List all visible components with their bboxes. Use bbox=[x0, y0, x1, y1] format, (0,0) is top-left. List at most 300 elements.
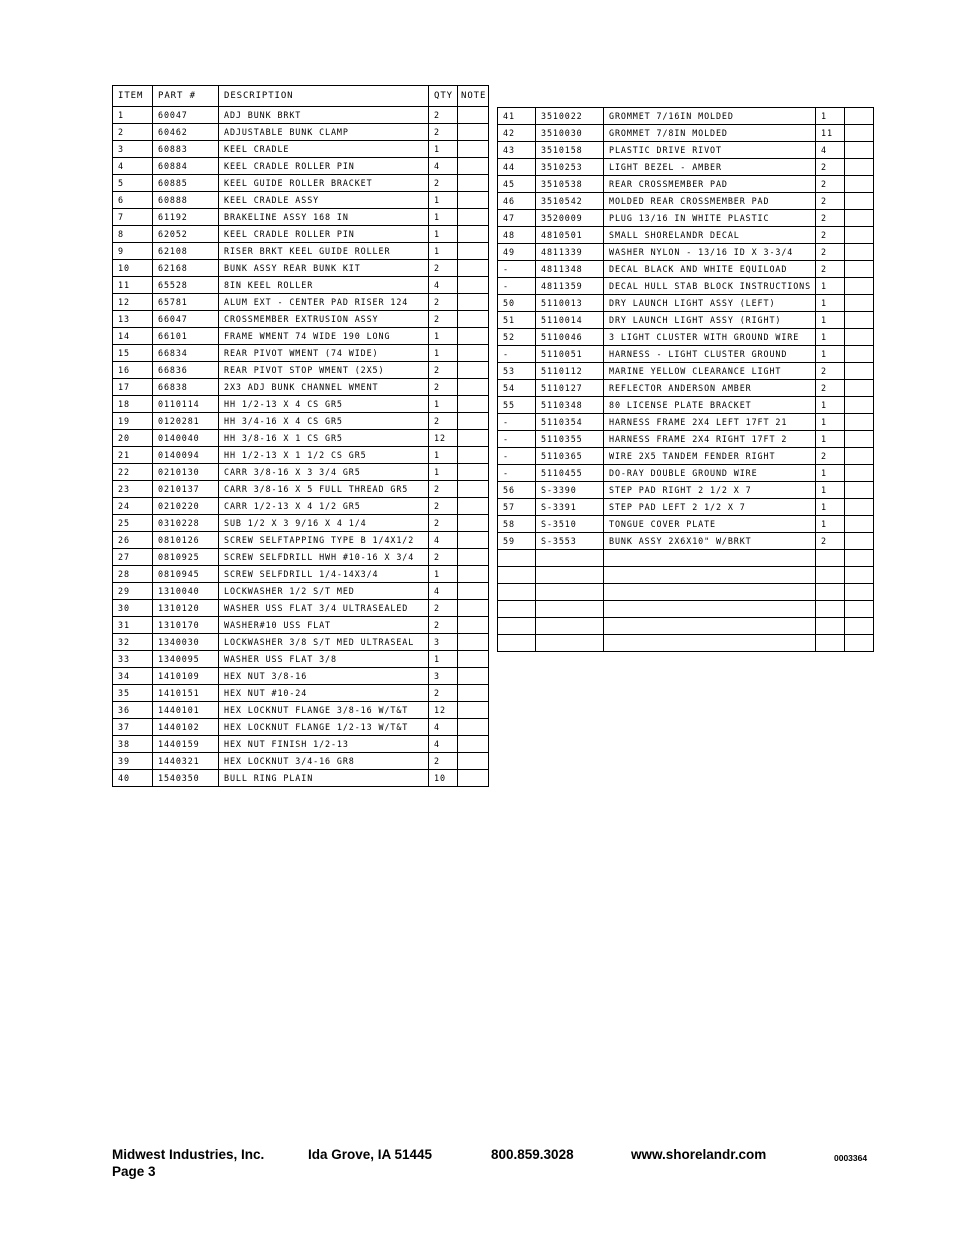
cell-part-number: 5110365 bbox=[536, 448, 604, 465]
table-row bbox=[113, 770, 489, 787]
cell-part-number bbox=[536, 635, 604, 652]
cell-description: DECAL HULL STAB BLOCK INSTRUCTIONS bbox=[604, 278, 816, 295]
cell-item: 38 bbox=[113, 736, 153, 753]
cell-part-number: 1440321 bbox=[153, 753, 219, 770]
cell-item: 32 bbox=[113, 634, 153, 651]
parts-table-right-body bbox=[498, 108, 874, 652]
cell-note bbox=[845, 448, 874, 465]
cell-qty: 3 bbox=[429, 668, 458, 685]
table-row bbox=[113, 498, 489, 515]
table-row bbox=[113, 396, 489, 413]
cell-note bbox=[458, 464, 489, 481]
table-row bbox=[113, 464, 489, 481]
cell-part-number: 60462 bbox=[153, 124, 219, 141]
cell-description: REAR PIVOT STOP WMENT (2X5) bbox=[219, 362, 429, 379]
cell-description: PLASTIC DRIVE RIVOT bbox=[604, 142, 816, 159]
table-row bbox=[113, 260, 489, 277]
cell-description: REAR CROSSMEMBER PAD bbox=[604, 176, 816, 193]
cell-part-number: 5110051 bbox=[536, 346, 604, 363]
cell-part-number: 1410151 bbox=[153, 685, 219, 702]
cell-qty: 2 bbox=[816, 227, 845, 244]
cell-description: SCREW SELFDRILL 1/4-14X3/4 bbox=[219, 566, 429, 583]
cell-item: 58 bbox=[498, 516, 536, 533]
cell-qty: 2 bbox=[816, 244, 845, 261]
table-row bbox=[113, 532, 489, 549]
cell-part-number: 0810925 bbox=[153, 549, 219, 566]
cell-note bbox=[458, 736, 489, 753]
table-row bbox=[113, 719, 489, 736]
table-row bbox=[498, 295, 874, 312]
cell-qty: 2 bbox=[816, 363, 845, 380]
cell-part-number: 0310228 bbox=[153, 515, 219, 532]
cell-item: 56 bbox=[498, 482, 536, 499]
cell-description: KEEL CRADLE ROLLER PIN bbox=[219, 226, 429, 243]
table-row bbox=[498, 635, 874, 652]
cell-description: HARNESS FRAME 2X4 LEFT 17FT 21 bbox=[604, 414, 816, 431]
cell-qty: 2 bbox=[816, 448, 845, 465]
cell-part-number: 3510022 bbox=[536, 108, 604, 125]
cell-description: HH 1/2-13 X 4 CS GR5 bbox=[219, 396, 429, 413]
cell-item: 19 bbox=[113, 413, 153, 430]
cell-note bbox=[845, 567, 874, 584]
table-row bbox=[113, 651, 489, 668]
cell-item: 26 bbox=[113, 532, 153, 549]
cell-description: LOCKWASHER 1/2 S/T MED bbox=[219, 583, 429, 600]
cell-part-number: 66838 bbox=[153, 379, 219, 396]
cell-item: 15 bbox=[113, 345, 153, 362]
cell-item bbox=[498, 635, 536, 652]
cell-qty: 2 bbox=[429, 294, 458, 311]
cell-part-number: 1410109 bbox=[153, 668, 219, 685]
cell-qty: 3 bbox=[429, 634, 458, 651]
table-header-row bbox=[113, 86, 489, 107]
cell-item: 55 bbox=[498, 397, 536, 414]
cell-item: 5 bbox=[113, 175, 153, 192]
cell-description: HEX NUT #10-24 bbox=[219, 685, 429, 702]
cell-part-number: 62168 bbox=[153, 260, 219, 277]
cell-part-number: 66834 bbox=[153, 345, 219, 362]
cell-description: CARR 3/8-16 X 5 FULL THREAD GR5 bbox=[219, 481, 429, 498]
cell-part-number: 62052 bbox=[153, 226, 219, 243]
cell-note bbox=[845, 244, 874, 261]
cell-part-number: 5110127 bbox=[536, 380, 604, 397]
cell-qty: 1 bbox=[816, 431, 845, 448]
cell-part-number: 5110355 bbox=[536, 431, 604, 448]
cell-qty: 1 bbox=[429, 345, 458, 362]
cell-item: 59 bbox=[498, 533, 536, 550]
cell-note bbox=[458, 600, 489, 617]
cell-part-number bbox=[536, 601, 604, 618]
cell-part-number: 3510030 bbox=[536, 125, 604, 142]
cell-note bbox=[458, 685, 489, 702]
cell-description: ADJ BUNK BRKT bbox=[219, 107, 429, 124]
cell-description: LOCKWASHER 3/8 S/T MED ULTRASEAL bbox=[219, 634, 429, 651]
cell-part-number: 1440101 bbox=[153, 702, 219, 719]
cell-part-number: 4810501 bbox=[536, 227, 604, 244]
cell-part-number: 3510253 bbox=[536, 159, 604, 176]
cell-item: 48 bbox=[498, 227, 536, 244]
cell-item: 40 bbox=[113, 770, 153, 787]
table-row bbox=[498, 380, 874, 397]
cell-part-number: 0210137 bbox=[153, 481, 219, 498]
cell-note bbox=[845, 108, 874, 125]
cell-qty: 2 bbox=[429, 600, 458, 617]
cell-description: KEEL CRADLE ROLLER PIN bbox=[219, 158, 429, 175]
cell-item: 25 bbox=[113, 515, 153, 532]
cell-note bbox=[458, 141, 489, 158]
cell-note bbox=[845, 142, 874, 159]
cell-note bbox=[845, 499, 874, 516]
cell-note bbox=[458, 209, 489, 226]
table-row bbox=[498, 567, 874, 584]
table-row bbox=[113, 294, 489, 311]
cell-qty: 2 bbox=[816, 380, 845, 397]
table-row bbox=[498, 414, 874, 431]
table-row bbox=[498, 346, 874, 363]
cell-part-number: 3510542 bbox=[536, 193, 604, 210]
footer-doc-number: 0003364 bbox=[834, 1153, 868, 1163]
cell-item: - bbox=[498, 278, 536, 295]
cell-item: 42 bbox=[498, 125, 536, 142]
cell-note bbox=[458, 719, 489, 736]
cell-description: HEX LOCKNUT 3/4-16 GR8 bbox=[219, 753, 429, 770]
cell-item: 3 bbox=[113, 141, 153, 158]
cell-part-number: 4811348 bbox=[536, 261, 604, 278]
cell-part-number bbox=[536, 550, 604, 567]
table-row bbox=[113, 175, 489, 192]
cell-note bbox=[458, 345, 489, 362]
cell-item: 6 bbox=[113, 192, 153, 209]
table-row bbox=[498, 142, 874, 159]
cell-part-number: 0140040 bbox=[153, 430, 219, 447]
cell-note bbox=[458, 379, 489, 396]
cell-description: MARINE YELLOW CLEARANCE LIGHT bbox=[604, 363, 816, 380]
cell-item: 39 bbox=[113, 753, 153, 770]
table-row bbox=[113, 515, 489, 532]
table-row bbox=[498, 482, 874, 499]
cell-description: DRY LAUNCH LIGHT ASSY (RIGHT) bbox=[604, 312, 816, 329]
cell-note bbox=[845, 295, 874, 312]
cell-description: WASHER USS FLAT 3/4 ULTRASEALED bbox=[219, 600, 429, 617]
footer-website: www.shorelandr.com bbox=[631, 1147, 767, 1162]
cell-description: DO-RAY DOUBLE GROUND WIRE bbox=[604, 465, 816, 482]
cell-qty: 2 bbox=[429, 617, 458, 634]
table-row bbox=[498, 431, 874, 448]
cell-description: SMALL SHORELANDR DECAL bbox=[604, 227, 816, 244]
cell-item: - bbox=[498, 414, 536, 431]
cell-note bbox=[845, 584, 874, 601]
cell-note bbox=[845, 550, 874, 567]
cell-part-number: 0110114 bbox=[153, 396, 219, 413]
cell-description: 2X3 ADJ BUNK CHANNEL WMENT bbox=[219, 379, 429, 396]
cell-part-number: 3510538 bbox=[536, 176, 604, 193]
cell-description: CARR 3/8-16 X 3 3/4 GR5 bbox=[219, 464, 429, 481]
cell-item bbox=[498, 584, 536, 601]
cell-description: WASHER NYLON - 13/16 ID X 3-3/4 bbox=[604, 244, 816, 261]
cell-part-number: 1540350 bbox=[153, 770, 219, 787]
cell-qty: 12 bbox=[429, 430, 458, 447]
cell-description: WASHER USS FLAT 3/8 bbox=[219, 651, 429, 668]
cell-description: 3 LIGHT CLUSTER WITH GROUND WIRE bbox=[604, 329, 816, 346]
cell-note bbox=[458, 226, 489, 243]
cell-qty: 2 bbox=[429, 379, 458, 396]
cell-note bbox=[458, 294, 489, 311]
cell-qty bbox=[816, 635, 845, 652]
cell-part-number: 4811359 bbox=[536, 278, 604, 295]
cell-part-number: 5110354 bbox=[536, 414, 604, 431]
cell-item: 33 bbox=[113, 651, 153, 668]
cell-qty: 1 bbox=[429, 396, 458, 413]
cell-qty: 4 bbox=[429, 277, 458, 294]
cell-item: 17 bbox=[113, 379, 153, 396]
table-row bbox=[113, 566, 489, 583]
cell-item: - bbox=[498, 346, 536, 363]
cell-part-number: 1440102 bbox=[153, 719, 219, 736]
cell-qty: 12 bbox=[429, 702, 458, 719]
cell-description: GROMMET 7/16IN MOLDED bbox=[604, 108, 816, 125]
cell-qty: 2 bbox=[429, 549, 458, 566]
cell-note bbox=[458, 702, 489, 719]
table-row bbox=[498, 584, 874, 601]
cell-description: KEEL CRADLE bbox=[219, 141, 429, 158]
table-row bbox=[113, 583, 489, 600]
cell-note bbox=[845, 278, 874, 295]
cell-item: 50 bbox=[498, 295, 536, 312]
cell-part-number: 3520009 bbox=[536, 210, 604, 227]
cell-qty: 1 bbox=[816, 516, 845, 533]
table-row bbox=[113, 141, 489, 158]
cell-description: WASHER#10 USS FLAT bbox=[219, 617, 429, 634]
cell-description bbox=[604, 635, 816, 652]
cell-qty: 1 bbox=[429, 141, 458, 158]
cell-note bbox=[845, 227, 874, 244]
cell-description: HH 1/2-13 X 1 1/2 CS GR5 bbox=[219, 447, 429, 464]
cell-item: 7 bbox=[113, 209, 153, 226]
cell-part-number: 66836 bbox=[153, 362, 219, 379]
cell-item bbox=[498, 550, 536, 567]
table-row bbox=[498, 159, 874, 176]
cell-description: CROSSMEMBER EXTRUSION ASSY bbox=[219, 311, 429, 328]
cell-qty: 1 bbox=[429, 226, 458, 243]
cell-note bbox=[845, 482, 874, 499]
cell-description bbox=[604, 601, 816, 618]
table-row bbox=[113, 702, 489, 719]
table-row bbox=[113, 600, 489, 617]
cell-part-number: S-3510 bbox=[536, 516, 604, 533]
cell-item: 43 bbox=[498, 142, 536, 159]
cell-item bbox=[498, 567, 536, 584]
cell-qty: 2 bbox=[816, 193, 845, 210]
cell-note bbox=[845, 533, 874, 550]
table-row bbox=[498, 108, 874, 125]
cell-qty bbox=[816, 618, 845, 635]
cell-part-number: 0120281 bbox=[153, 413, 219, 430]
cell-note bbox=[458, 566, 489, 583]
cell-description: BRAKELINE ASSY 168 IN bbox=[219, 209, 429, 226]
cell-description: PLUG 13/16 IN WHITE PLASTIC bbox=[604, 210, 816, 227]
cell-description: ALUM EXT - CENTER PAD RISER 124 bbox=[219, 294, 429, 311]
cell-note bbox=[458, 277, 489, 294]
cell-part-number: 5110455 bbox=[536, 465, 604, 482]
cell-item: 36 bbox=[113, 702, 153, 719]
cell-note bbox=[845, 210, 874, 227]
cell-note bbox=[458, 362, 489, 379]
cell-note bbox=[458, 430, 489, 447]
cell-qty: 1 bbox=[429, 328, 458, 345]
cell-item: - bbox=[498, 448, 536, 465]
cell-description: DECAL BLACK AND WHITE EQUILOAD bbox=[604, 261, 816, 278]
cell-part-number: 5110014 bbox=[536, 312, 604, 329]
cell-description: ADJUSTABLE BUNK CLAMP bbox=[219, 124, 429, 141]
cell-description: HARNESS FRAME 2X4 RIGHT 17FT 2 bbox=[604, 431, 816, 448]
table-row bbox=[113, 158, 489, 175]
cell-note bbox=[845, 414, 874, 431]
cell-qty: 4 bbox=[429, 719, 458, 736]
cell-qty: 1 bbox=[816, 465, 845, 482]
cell-qty: 1 bbox=[816, 414, 845, 431]
cell-part-number: 1340095 bbox=[153, 651, 219, 668]
table-row bbox=[498, 312, 874, 329]
cell-note bbox=[458, 311, 489, 328]
cell-item: 47 bbox=[498, 210, 536, 227]
table-row bbox=[113, 192, 489, 209]
footer-phone: 800.859.3028 bbox=[491, 1147, 574, 1162]
cell-note bbox=[845, 635, 874, 652]
cell-item: 27 bbox=[113, 549, 153, 566]
cell-qty: 1 bbox=[816, 482, 845, 499]
cell-description: KEEL CRADLE ASSY bbox=[219, 192, 429, 209]
cell-qty: 1 bbox=[816, 108, 845, 125]
cell-part-number bbox=[536, 618, 604, 635]
cell-part-number: 61192 bbox=[153, 209, 219, 226]
cell-part-number: 5110348 bbox=[536, 397, 604, 414]
table-row bbox=[498, 618, 874, 635]
table-row bbox=[113, 617, 489, 634]
cell-qty: 1 bbox=[429, 464, 458, 481]
cell-qty: 2 bbox=[816, 533, 845, 550]
cell-item: 52 bbox=[498, 329, 536, 346]
table-row bbox=[498, 397, 874, 414]
parts-table-left-body bbox=[113, 107, 489, 787]
cell-part-number: 65528 bbox=[153, 277, 219, 294]
cell-part-number: 60888 bbox=[153, 192, 219, 209]
cell-qty: 11 bbox=[816, 125, 845, 142]
cell-item bbox=[498, 601, 536, 618]
cell-part-number: 60883 bbox=[153, 141, 219, 158]
table-row bbox=[498, 533, 874, 550]
cell-part-number: 3510158 bbox=[536, 142, 604, 159]
cell-note bbox=[458, 753, 489, 770]
header-note: NOTE bbox=[458, 86, 489, 107]
table-row bbox=[113, 549, 489, 566]
table-row bbox=[113, 226, 489, 243]
cell-item: 51 bbox=[498, 312, 536, 329]
cell-note bbox=[845, 601, 874, 618]
cell-description: SUB 1/2 X 3 9/16 X 4 1/4 bbox=[219, 515, 429, 532]
cell-description: 80 LICENSE PLATE BRACKET bbox=[604, 397, 816, 414]
cell-note bbox=[845, 397, 874, 414]
cell-part-number: 0810945 bbox=[153, 566, 219, 583]
cell-note bbox=[845, 431, 874, 448]
cell-item: 10 bbox=[113, 260, 153, 277]
cell-part-number: 65781 bbox=[153, 294, 219, 311]
table-row bbox=[113, 362, 489, 379]
cell-qty: 2 bbox=[816, 176, 845, 193]
cell-description: LIGHT BEZEL - AMBER bbox=[604, 159, 816, 176]
header-item: ITEM bbox=[113, 86, 153, 107]
table-row bbox=[498, 448, 874, 465]
cell-part-number: 62108 bbox=[153, 243, 219, 260]
cell-part-number: 0140094 bbox=[153, 447, 219, 464]
footer-location: Ida Grove, IA 51445 bbox=[308, 1147, 433, 1162]
cell-item: 21 bbox=[113, 447, 153, 464]
table-row bbox=[113, 107, 489, 124]
table-row bbox=[113, 430, 489, 447]
cell-description: REAR PIVOT WMENT (74 WIDE) bbox=[219, 345, 429, 362]
table-row bbox=[498, 329, 874, 346]
cell-item: 54 bbox=[498, 380, 536, 397]
parts-table-left bbox=[112, 85, 489, 787]
cell-description: 8IN KEEL ROLLER bbox=[219, 277, 429, 294]
cell-description bbox=[604, 618, 816, 635]
cell-qty: 1 bbox=[816, 346, 845, 363]
footer-company: Midwest Industries, Inc. bbox=[112, 1147, 265, 1162]
cell-description: STEP PAD RIGHT 2 1/2 X 7 bbox=[604, 482, 816, 499]
cell-description bbox=[604, 550, 816, 567]
header-description: DESCRIPTION bbox=[219, 86, 429, 107]
cell-qty bbox=[816, 550, 845, 567]
cell-item: 14 bbox=[113, 328, 153, 345]
cell-qty: 1 bbox=[429, 651, 458, 668]
table-row bbox=[498, 244, 874, 261]
cell-item: 4 bbox=[113, 158, 153, 175]
cell-note bbox=[458, 175, 489, 192]
table-row bbox=[113, 311, 489, 328]
cell-item: 8 bbox=[113, 226, 153, 243]
cell-note bbox=[845, 618, 874, 635]
table-row bbox=[113, 209, 489, 226]
cell-note bbox=[458, 617, 489, 634]
cell-part-number: 1340030 bbox=[153, 634, 219, 651]
table-row bbox=[113, 124, 489, 141]
cell-part-number: 0810126 bbox=[153, 532, 219, 549]
cell-note bbox=[845, 125, 874, 142]
table-row bbox=[498, 516, 874, 533]
cell-note bbox=[458, 413, 489, 430]
table-row bbox=[498, 465, 874, 482]
cell-note bbox=[845, 159, 874, 176]
cell-qty: 2 bbox=[429, 260, 458, 277]
cell-description: RISER BRKT KEEL GUIDE ROLLER bbox=[219, 243, 429, 260]
header-part-number: PART # bbox=[153, 86, 219, 107]
cell-description: KEEL GUIDE ROLLER BRACKET bbox=[219, 175, 429, 192]
cell-note bbox=[458, 192, 489, 209]
cell-item: 37 bbox=[113, 719, 153, 736]
cell-qty: 4 bbox=[429, 158, 458, 175]
cell-qty: 1 bbox=[816, 295, 845, 312]
table-row bbox=[498, 278, 874, 295]
cell-qty: 2 bbox=[429, 175, 458, 192]
cell-note bbox=[845, 346, 874, 363]
cell-qty: 1 bbox=[429, 192, 458, 209]
cell-qty: 4 bbox=[429, 736, 458, 753]
cell-qty: 2 bbox=[816, 210, 845, 227]
cell-description bbox=[604, 584, 816, 601]
cell-item: 41 bbox=[498, 108, 536, 125]
cell-description: SCREW SELFTAPPING TYPE B 1/4X1/2 bbox=[219, 532, 429, 549]
cell-description: HEX NUT 3/8-16 bbox=[219, 668, 429, 685]
cell-item: 31 bbox=[113, 617, 153, 634]
